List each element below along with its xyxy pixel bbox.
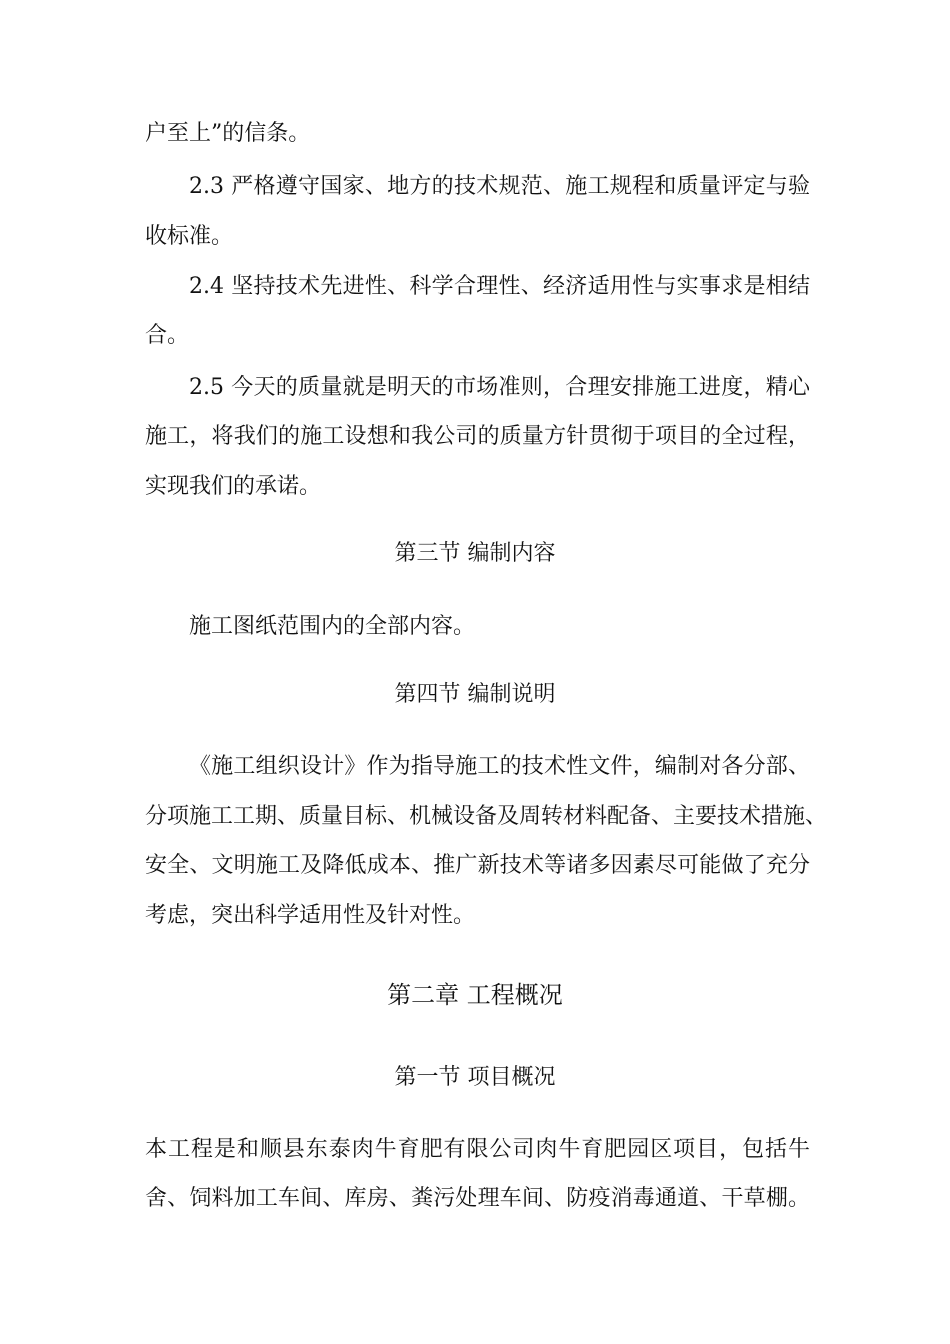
paragraph-line: 考虑，突出科学适用性及针对性。 [145, 903, 476, 928]
paragraph-line: 2.5 今天的质量就是明天的市场准则，合理安排施工进度，精心 [189, 375, 810, 400]
paragraph-line: 分项施工工期、质量目标、机械设备及周转材料配备、主要技术措施、 [145, 804, 828, 829]
paragraph-line: 舍、饲料加工车间、库房、粪污处理车间、防疫消毒通道、干草棚。 [145, 1186, 810, 1211]
section-heading: 第一节 项目概况 [394, 1065, 556, 1090]
paragraph-line: 2.4 坚持技术先进性、科学合理性、经济适用性与实事求是相结 [189, 274, 810, 299]
section-heading: 第四节 编制说明 [394, 682, 556, 707]
paragraph-line: 合。 [145, 323, 190, 348]
paragraph-line: 户至上”的信条。 [145, 121, 311, 146]
section-heading: 第三节 编制内容 [394, 541, 556, 566]
chapter-heading: 第二章 工程概况 [387, 981, 563, 1009]
paragraph-line: 安全、文明施工及降低成本、推广新技术等诸多因素尽可能做了充分 [145, 853, 810, 878]
paragraph-line: 施工，将我们的施工设想和我公司的质量方针贯彻于项目的全过程， [145, 424, 810, 449]
paragraph-line: 实现我们的承诺。 [145, 474, 322, 499]
paragraph-line: 施工图纸范围内的全部内容。 [189, 614, 476, 639]
paragraph-line: 本工程是和顺县东泰肉牛育肥有限公司肉牛育肥园区项目，包括牛 [145, 1137, 810, 1162]
paragraph-line: 收标准。 [145, 224, 234, 249]
paragraph-line: 2.3 严格遵守国家、地方的技术规范、施工规程和质量评定与验 [189, 174, 810, 199]
paragraph-line: 《施工组织设计》作为指导施工的技术性文件，编制对各分部、 [189, 754, 810, 779]
